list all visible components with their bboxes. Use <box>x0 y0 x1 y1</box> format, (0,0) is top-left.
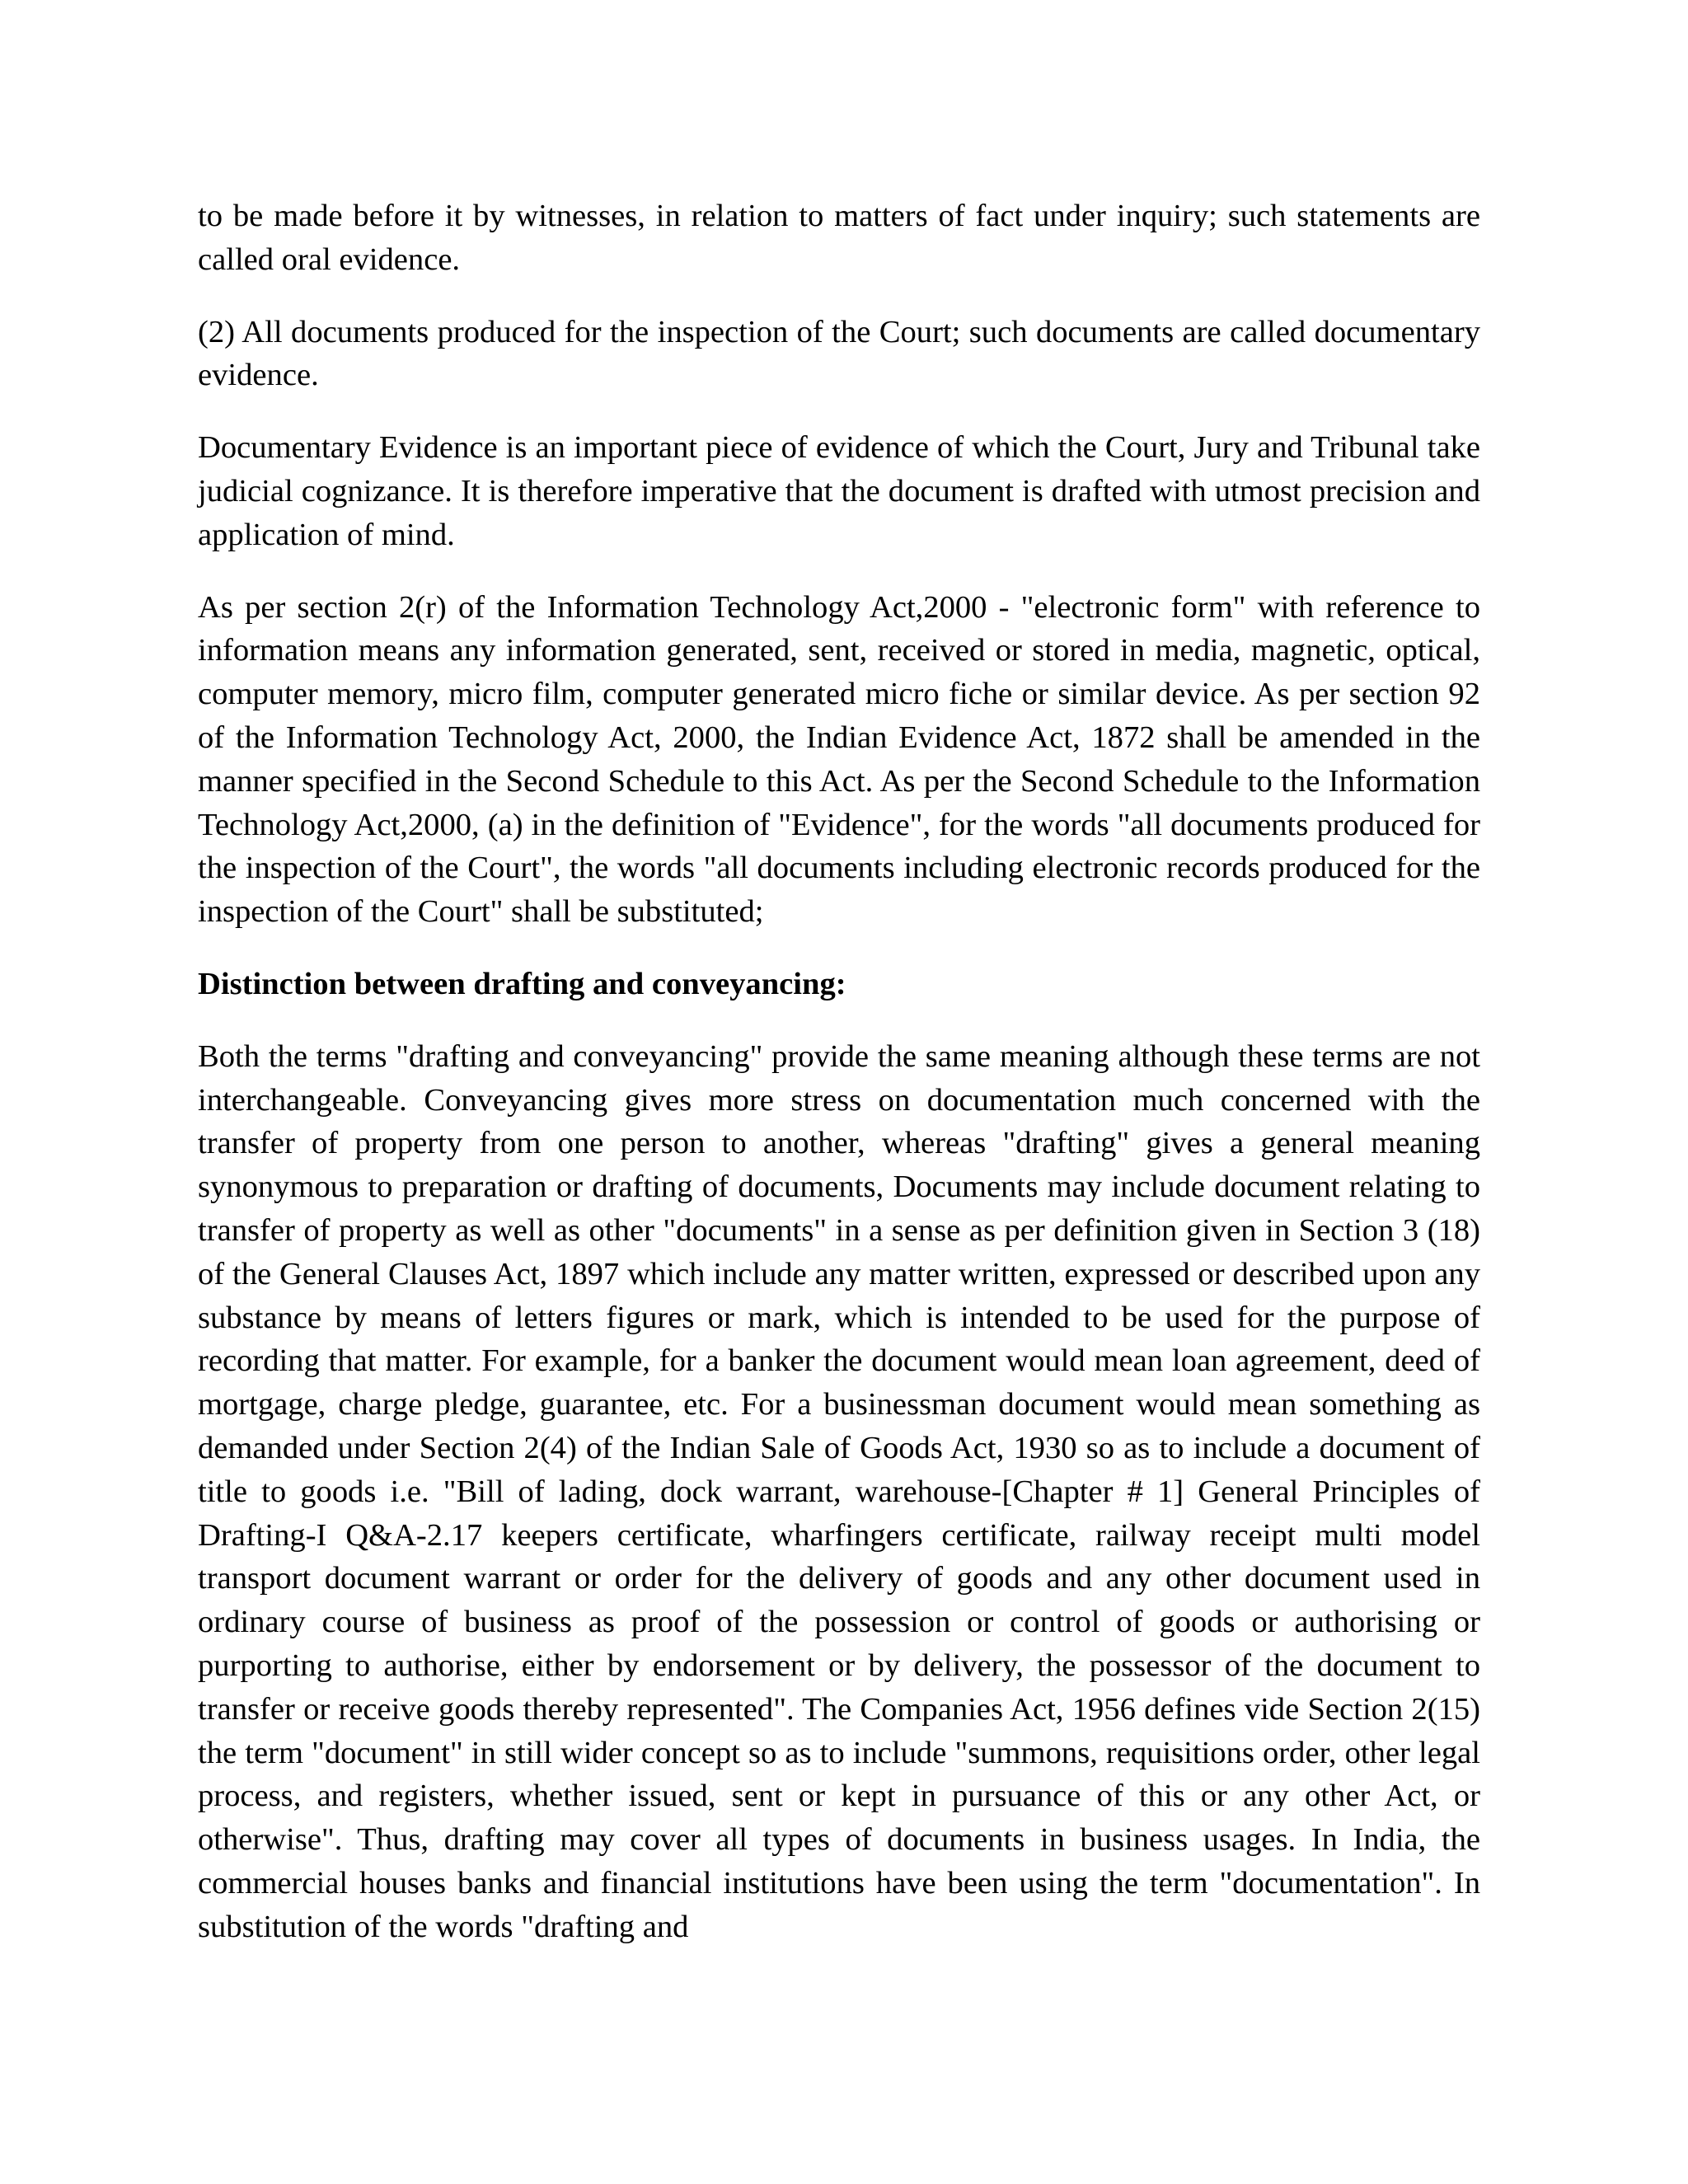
document-page <box>198 194 1480 1977</box>
paragraph-judicial-cognizance: Documentary Evidence is an important piece of evidence of which the Court, Jury and Tribunal take judicial cognizance. It is therefore imperative that the document is drafted with utmost precision and application of mind. <box>198 430 1480 552</box>
paragraph-documentary-evidence: (2) All documents produced for the inspection of the Court; such documents are called documentary evidence. <box>198 314 1480 393</box>
section-heading: Distinction between drafting and conveyancing: <box>198 966 846 1001</box>
paragraph-oral-evidence: to be made before it by witnesses, in relation to matters of fact under inquiry; such statements are called oral evidence. <box>198 199 1480 277</box>
paragraph-it-act: As per section 2(r) of the Information Technology Act,2000 - "electronic form" with reference to information means any information generated, sent, received or stored in media, magnetic, optical, computer memory, micro film, computer generated micro fiche or similar device. As per section 92 of the Information Technology Act, 2000, the Indian Evidence Act, 1872 shall be amended in the manner specified in the Second Schedule to this Act. As per the Second Schedule to the Information Technology Act,2000, (a) in the definition of "Evidence", for the words "all documents produced for the inspection of the Court", the words "all documents including electronic records produced for the inspection of the Court" shall be substituted; <box>198 589 1480 930</box>
paragraph-drafting-conveyancing: Both the terms "drafting and conveyancing" provide the same meaning although these terms are not interchangeable. Conveyancing gives more stress on documentation much concerned with the transfer of property from one person to another, whereas "drafting" gives a general meaning synonymous to preparation or drafting of documents, Documents may include document relating to transfer of property as well as other "documents" in a sense as per definition given in Section 3 (18) of the General Clauses Act, 1897 which include any matter written, expressed or described upon any substance by means of letters figures or mark, which is intended to be used for the purpose of recording that matter. For example, for a banker the document would mean loan agreement, deed of mortgage, charge pledge, guarantee, etc. For a businessman document would mean something as demanded under Section 2(4) of the Indian Sale of Goods Act, 1930 so as to include a document of title to goods i.e. "Bill of lading, dock warrant, warehouse-[Chapter # 1] General Principles of Drafting-I Q&A-2.17 keepers certificate, wharfingers certificate, railway receipt multi model transport document warrant or order for the delivery of goods and any other document used in ordinary course of business as proof of the possession or control of goods or authorising or purporting to authorise, either by endorsement or by delivery, the possessor of the document to transfer or receive goods thereby represented". The Companies Act, 1956 defines vide Section 2(15) the term "document" in still wider concept so as to include "summons, requisitions order, other legal process, and registers, whether issued, sent or kept in pursuance of this or any other Act, or otherwise". Thus, drafting may cover all types of documents in business usages. In India, the commercial houses banks and financial institutions have been using the term "documentation". In substitution of the words "drafting and <box>198 1038 1480 1944</box>
